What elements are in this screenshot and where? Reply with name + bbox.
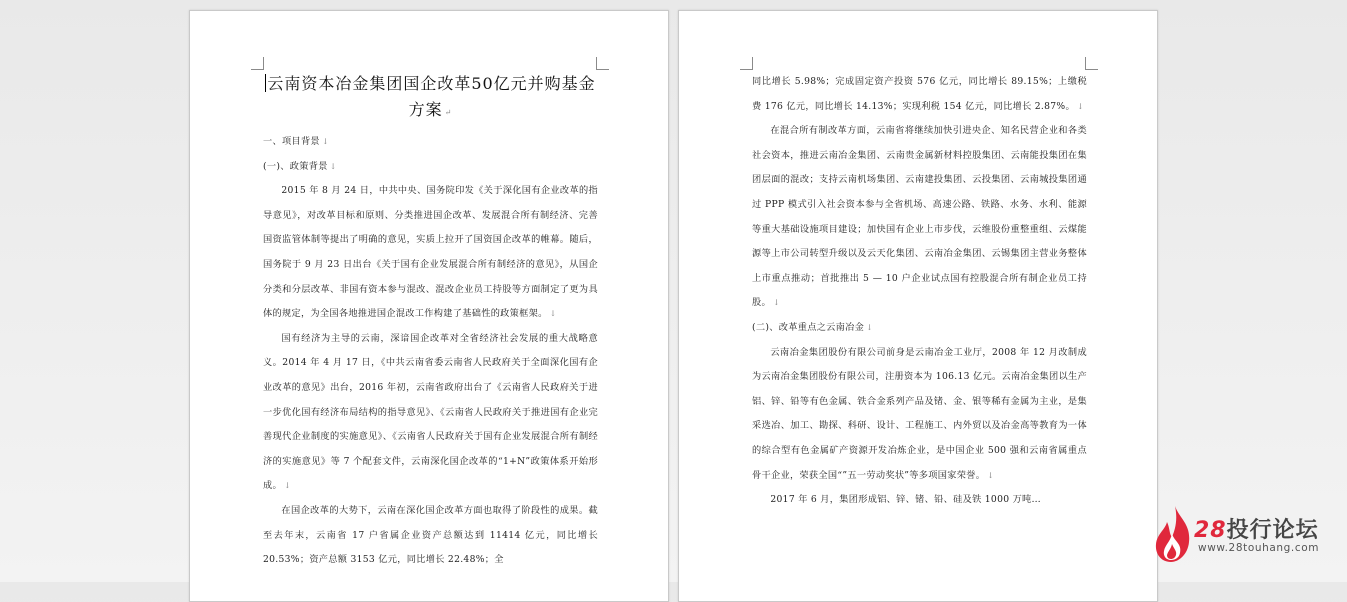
- crop-mark-top-left: [740, 57, 753, 70]
- body-paragraph: 2017 年 6 月，集团形成铝、锌、锗、铅、硅及铁 1000 万吨…: [770, 494, 1042, 506]
- paragraph-mark-icon: ↓: [987, 470, 995, 480]
- paragraph-mark-icon: ↓: [329, 161, 337, 171]
- paragraph-mark-icon: ↓: [772, 298, 780, 308]
- subsection-heading: (二)、改革重点之云南冶金 ↓: [752, 321, 874, 333]
- paragraph-mark-icon: ↓: [1076, 101, 1084, 111]
- flame-logo-icon: [1153, 504, 1195, 564]
- paragraph-mark-icon: ↓: [866, 322, 874, 332]
- paragraph-mark-icon: ↓: [549, 309, 557, 319]
- paragraph-mark-icon: ↓: [321, 137, 329, 146]
- document-title[interactable]: [263, 71, 598, 126]
- paragraph-mark-icon: ↓: [283, 481, 291, 491]
- crop-mark-top-right: [1085, 57, 1098, 70]
- page-2-content[interactable]: [752, 70, 1087, 513]
- subsection-heading: (一)、政策背景 ↓: [263, 160, 337, 172]
- body-paragraph: 2015 年 8 月 24 日，中共中央、国务院印发《关于深化国有企业改革的指导意见》，对改革目标和原则、分类推进国企改革、发展混合所有制经济、完善国资监管体制等提出了明确的意见，实质上拉开了国资国企改革的帷幕。随后，国务院于 9 月 23 日出台《关于国有企业发展混合所有制经济的意见》，从国企分类和分层改革、非国有资本参与混改、混改企业员工持股等方面制定了更为具体的规定，为全国各地推进国企混改工作构建了基础性的政策框架。 ↓: [263, 185, 598, 320]
- paragraph-mark-icon: ↵: [444, 108, 453, 117]
- watermark-logo: [1153, 504, 1343, 564]
- document-title-text: 云南资本冶金集团国企改革50亿元并购基金方案: [267, 74, 596, 119]
- body-paragraph: 在国企改革的大势下，云南在深化国企改革方面也取得了阶段性的成果。截至去年末，云南省 17 户省属企业资产总额达到 11414 亿元，同比增长 20.53%；资产总额 3153 亿元，同比增长 22.48%；全: [263, 504, 598, 566]
- section-heading: 一、项目背景 ↓: [263, 136, 329, 147]
- watermark-brand: 28投行论坛: [1194, 518, 1319, 543]
- body-paragraph: 在混合所有制改革方面，云南省将继续加快引进央企、知名民营企业和各类社会资本，推进云南冶金集团、云南贵金属新材料控股集团、云南能投集团在集团层面的混改；支持云南机场集团、云南建投集团、云投集团、云南城投集团通过 PPP 模式引入社会资本参与全省机场、高速公路、铁路、水务、水利、能源等重大基础设施项目建设；加快国有企业上市步伐，云维股份重整重组、云煤能源等上市公司转型升级以及云天化集团、云南冶金集团、云锡集团主营业务整体上市重点推动；首批推出 5 — 10 户企业试点国有控股混合所有制企业员工持股。 ↓: [752, 125, 1087, 309]
- watermark-url: www.28touhang.com: [1198, 542, 1320, 554]
- body-paragraph: 国有经济为主导的云南，深谙国企改革对全省经济社会发展的重大战略意义。2014 年 4 月 17 日，《中共云南省委云南省人民政府关于全面深化国有企业改革的意见》出台，2016 年初，云南省政府出台了《云南省人民政府关于进一步优化国有经济布局结构的指导意见》、《云南省人民政府关于推进国有企业完善现代企业制度的实施意见》、《云南省人民政府关于国有企业发展混合所有制经济的实施意见》等 7 个配套文件，云南深化国企改革的“1+N”政策体系开始形成。 ↓: [263, 332, 598, 492]
- page-1-content[interactable]: [263, 69, 598, 573]
- continuation-paragraph: 同比增长 5.98%；完成固定资产投资 576 亿元，同比增长 89.15%；上缴税费 176 亿元，同比增长 14.13%；实现利税 154 亿元，同比增长 2.87%。 ↓: [752, 76, 1087, 112]
- document-page-2[interactable]: [678, 10, 1158, 602]
- document-page-1[interactable]: [189, 10, 669, 602]
- body-paragraph: 云南冶金集团股份有限公司前身是云南冶金工业厅，2008 年 12 月改制成为云南冶金集团股份有限公司，注册资本为 106.13 亿元。云南冶金集团以生产铝、锌、铅等有色金属、铁合金系列产品及锗、金、银等稀有金属为主业，是集采选冶、加工、勘探、科研、设计、工程施工、内外贸以及冶金高等教育为一体的综合型有色金属矿产资源开发冶炼企业，是中国企业 500 强和云南省属重点骨干企业，荣获全国“”五一劳动奖状”等多项国家荣誉。 ↓: [752, 346, 1087, 481]
